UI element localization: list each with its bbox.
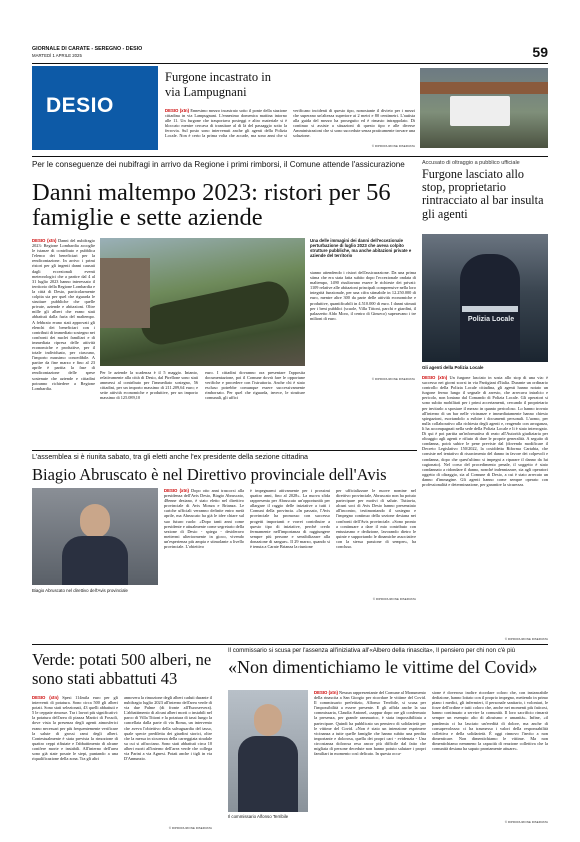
city-brand-label: DESIO: [46, 94, 114, 117]
story-avis-kicker: L'assemblea si è riunita sabato, tra gli eletti anche l'ex presidente della sezione cittadina: [32, 453, 308, 461]
story-danni-col2-text: Per le aziende la scadenza è il 5 maggio. Intanto, relativamente alla città di Desio, dal Pirellone sono stati ammessi al contributo per l'immediato sostegno, 56 cittadini, per un importo massimo di 211.209,64 euro; e sette attività economiche e produttive, per un importo massimo di 125.089,10: [100, 370, 198, 401]
story-avis-col3-text: per ufficializzare le nuove nomine nel direttivo provinciale, Abruscato non ha potuto partecipare per motivi di salute. Tuttavia, alcuni soci di Avis Desio hanno presenziato all'incontro, testimoniando il sostegno e l'impegno continuo della sezione desiana nei confronti dell'Avis provinciale. «Sono pronto a continuare a dare il mio contributo con entusiasmo e dedizione, lavorando dietro le quinte e supportando le dinamiche associative con la stessa passione di sempre», ha concluso.: [336, 488, 416, 550]
story-danni-photo: [100, 238, 305, 366]
dateline: DESIO (xtn): [164, 488, 189, 493]
story-covid-headline: «Non dimentichiamo le vittime del Covid»: [228, 657, 538, 677]
story-furgone-headline: Furgone incastrato in via Lampugnani: [165, 70, 271, 99]
story-verde-headline: Verde: potati 500 alberi, ne sono stati abbattuti 43: [32, 650, 212, 688]
story-covid-photo: [228, 690, 308, 812]
story-covid-photo-caption: Il commissario Alfonso Terribile: [228, 814, 289, 819]
story-avis-photo: [32, 488, 158, 585]
vest-label: Polizia Locale: [467, 316, 515, 323]
person-head-shape: [80, 504, 110, 538]
dateline: DESIO (xtn): [314, 690, 338, 695]
story-danni-col1: [32, 238, 95, 448]
story-verde-col1-text: DESIO (xtn) Spesi 114mila euro per gli interventi di potatura. Sono circa 500 gli alberi potati. Sono stati selezionati, 43 quelli abbattuti e 5 le ceppaie rimosse. Tra i lavori più significativi: la potatura dell'area di piazza Martiri di Fossoli, dove vista la presenza degli agenti atmosferici erano necessari per più frequentemente verificare la salute di grossi rami degli alberi. Contestualmente è stata prevista la rimozione di quattro ceppi rifiutate e l'abbattimento di alcune conifere morte e instabili. All'interno dell'area sono già state posate le siepi, puntando a una riqualificazione della zona. Tra gli altri: [32, 695, 118, 762]
story-danni-copyright: © RIPRODUZIONE RISERVATA: [371, 377, 415, 381]
story-danni-col2: [100, 370, 198, 418]
story-avis-copyright: © RIPRODUZIONE RISERVATA: [372, 597, 416, 601]
masthead-title: GIORNALE DI CARATE - SEREGNO - DESIO: [32, 46, 143, 52]
divider-3: [32, 644, 548, 645]
story-danni-col3-text: euro. I cittadini dovranno ora presentare l'apposita documentazione, poi il Comune dovrà fare le opportune verifiche e procedere con l'istruttoria. Anche chi è stato escluso potrebbe comunque essere successivamente rimborsato. Per quel che riguarda, invece, le strutture comunali, gli uffici: [205, 370, 305, 401]
story-avis-col1: [164, 488, 244, 596]
story-danni-col1-text: DESIO (xtn) Danni del nubifragio 2023: Regione Lombardia accoglie le istanze di contributo e pubblica l'elenco dei beneficiari per la rendicontazione. In arrivo i primi ristori per gli ingenti danni causati dagli eccezionali eventi meteorologici che a partire dal 4 al 31 luglio 2023 hanno interessato il territorio della Regione Lombardia e la città di Desio, particolarmente colpita sia per quel che riguarda le strutture pubbliche che quelle private, aziende e abitazioni. Oltre mille gli alberi che erano stati abbattuti dalla furia del maltempo. A febbraio erano stati approvati gli elenchi dei beneficiari con i contributi di immediato sostegno nei confronti dei nuclei familiari e di immediata ripresa delle attività economiche e produttive, per il totale individuato, per ciascuno, l'importo massimo concedibile. A partire da fine marzo e fino al 23 aprile è partita la fase di rendicontazione delle spese sostenute che aziende e cittadini potranno richiedere a Regione Lombardia.: [32, 238, 95, 391]
story-vigili-headline: Furgone lasciato allo stop, proprietario rintracciato al bar insulta gli agenti: [422, 167, 544, 221]
city-brand: [32, 66, 158, 150]
story-verde-col2: [124, 695, 212, 825]
masthead-date: MARTEDÌ 1 APRILE 2025: [32, 53, 82, 58]
story-covid-kicker: Il commissario si scusa per l'assenza all'iniziativa all'«Albero della rinascita», Il pensiero per chi non c'è più: [228, 647, 516, 654]
story-furgone-text: [165, 108, 415, 148]
commissioner-body-shape: [238, 736, 298, 812]
story-covid-col2: [432, 690, 548, 818]
commissioner-head-shape: [254, 704, 282, 736]
story-avis-col2: [250, 488, 330, 596]
dateline: DESIO (xtn): [32, 238, 57, 243]
story-covid-col2-text: sione è doveroso inoltre ricordare coloro che, con instancabile dedizione, hanno lottato con il proprio impegno, mettendo in primo piano i medici, gli infermieri, il personale sanitario, i volontari, le forze dell'ordine e tutti coloro che, anche nei momenti più faticosi, hanno continuato a servire la comunità. Il loro sacrificio rimarrà sempre un esempio alto di altruismo e umanità». Infine, «il pandemia ci ha lasciato un'eredità di dolore, ma anche di consapevolezza: ci ha trasmesso i valori della responsabilità collettiva e della solidarietà. È oggi rinnovo l'invito a non dimenticare. Non dimentichiamo le vittime. Ma non dimentichiamo nemmeno la capacità di reazione collettiva che la comunità desiana ha saputo prontamente attuare».: [432, 690, 548, 752]
story-avis-photo-caption: Biagio Abruscato nel direttivo dell'Avis provinciale: [32, 588, 128, 593]
story-verde-copyright: © RIPRODUZIONE RISERVATA: [168, 826, 212, 830]
story-verde-col2-text: annovera la rimozione degli alberi caduti durante il nubifragio luglio 2023 all'interno dell'area verde di via due Palme (di fronte all'Euroservera). L'abbattimento di alcuni alberi morti o instabili nel parco di Villa Tittoni e la potatura di tassi lungo la cancellata dalla parte di via Roma, un intervento che aveva l'obiettivo della salvaguardia del tasso, quale specie prediletta dei giardini storici, oltre che la messa in sicurezza della carreggiata stradale su cui si affacciano. Sono stati abbattuti circa 10 alberi morti all'interno dell'area verde che collega via Parini a via Agnesi. Potati anche i tigli in via D'Annunzio.: [124, 695, 212, 762]
dateline: DESIO (xtn): [165, 108, 190, 113]
story-avis-headline: Biagio Abruscato è nel Direttivo provinciale dell'Avis: [32, 465, 387, 484]
story-danni-col3: [205, 370, 305, 418]
story-vigili-photo-caption: Gli agenti della Polizia Locale: [422, 365, 484, 370]
divider-1: [32, 156, 548, 157]
vest-stripe: [462, 306, 518, 312]
story-vigili-photo: [422, 234, 548, 362]
story-danni-col4-text: stanno attendendo i ristori dell'assicurazione. Da una prima stima che era stata fatta subito dopo l'eccezionale ondata di maltempo, 1490 risultavano essere le richieste dei privati: 1109 relative alle abitazioni principali comprensive nella loro integrità funzionale, per una cifra stimabile in 12.250.000 di euro, mentre altre 300 da parte delle attività economiche e produttive, quantificabili in 4.510.000 di euro. I danni stimati per i beni pubblici (scuole, Villa Tittoni, parchi e giardini, il palazzetto Aldo Moro, il centro di Ginseco) superavano i tre milioni di euro.: [310, 270, 416, 321]
story-vigili-body: DESIO (xtn) Un furgone lasciato in sosta allo stop di una via: è successo nei giorni scorsi in via Partigiani d'Italia. Durante un ordinario controllo della Polizia Locale cittadina, gli agenti hanno notato un furgone fermo lungo il segnale di arresto, che arrecava intralcio e pericolo, non lontano dal Comando di Polizia Locale. Gli operatori si sono subito mobilitati per i primi accertamenti, cercando il proprietario per invitarlo a spostare il mezzo in quanto pericoloso. Lo hanno trovato all'interno di un bar nelle vicinanze e immediatamente hanno chiesto spiegazioni, esortandolo a esibire i documenti personali. L'uomo, per nulla collaborativo alla richiesta degli agenti e, reagendo con arroganza, li ha accompagnati nella sede della Polizia Locale e li è stato interrogato. Di qui è poi partita un'informativa di reato all'Autorità giudiziaria per oltraggio agli agenti e rifiuto di dare le proprie generalità. A seguito di condanna, potrà subire le pene previste dal (dovendo modificare il Decreto Legislativo 150/2022, la cosiddetta Riforma Cartabia, che consiste nel tentativo di risarcimento del danno in favore dei colpevoli e condanna, dopo che quest'ultimo si impegni a riparare il danno da lui cagionato). Nel corso del procedimento penale, il soggetto è stato condannato a ridondare il danno, nonché indennizzare, sia agli operatori oggetto di oltraggio, sia al Comune di Desio, a cui è stato arrecato un danno d'immagine. Gli agenti hanno come sempre operato con professionalità e determinazione, per garantire la sicurezza.: [422, 375, 548, 487]
story-covid-col1: [314, 690, 426, 828]
story-furgone-copyright: © RIPRODUZIONE RISERVATA: [371, 144, 415, 148]
story-verde-col1: [32, 695, 118, 825]
page-number: 59: [532, 44, 548, 60]
masthead: [32, 44, 548, 64]
story-furgone-body: DESIO (xtn) Ennesimo mezzo incastrato sotto il ponte della stazione cittadina in via Lampugnani. L'ennesimo domenica mattina intorno alle 11. Un furgone che trasportava posteggi e altro materiale si è bloccato mentre cercava di transitare al di là del passaggio sotto la ferrovia. Sul posto sono intervenuti anche gli agenti della Polizia Locale. Non è certo la prima volta che accade, ma sono anni che si verificano incidenti di questo tipo, nonostante il divieto per i mezzi che superano un'altezza superiore ai 2 metri e 80 centimetri. L'autista alla guida del mezzo ha proseguito ed è rimasto intrappolato. Di continuo si assiste a situazioni di questo tipo e alle diverse Amministrazioni che si sono succedute senza praticamente trovare una soluzione.: [165, 108, 415, 139]
truck-shape: [450, 96, 510, 126]
bridge-shape: [420, 82, 548, 94]
person-body-shape: [62, 536, 128, 585]
fallen-tree-shape: [137, 278, 292, 348]
story-vigili-text: [422, 375, 548, 637]
story-avis-col1-text: DESIO (xtn) Dopo otto anni trascorsi alla presidenza dell'Avis Desio, Biagio Abruscato, 48enne desiano, è stato eletto nel direttivo provinciale di Avis Monza e Brianza. Le cariche ufficiali verranno definite entro metà aprile, ma Abruscato ha già le idee chiare sul suo futuro ruolo: «Dopo tanti anni come presidente e attualmente come segretario della sezione di Desio - spiega - desideravo mettermi ulteriormente in gioco, vivendo un'esperienza più ampia e stimolante a livello provinciale. L'obiettivo: [164, 488, 244, 550]
masthead-rule: [32, 63, 548, 64]
story-danni-kicker: Per le conseguenze dei nubifragi in arrivo da Regione i primi rimborsi, il Comune attende l'assicurazione: [32, 160, 405, 169]
story-avis-col2-text: è impegnarmi attivamente per i prossimi quattro anni, fino al 2028». La nuova sfida rappresenta per Abruscato un'opportunità per allargare il raggio delle iniziative a tutti i Comuni della provincia. «In passato, l'Avis provinciale ha promosso con successo progetti importanti e vorrei contribuire a questo tipo di iniziative, perché credo fermamente nell'importanza di raggiungere sempre più persone e sensibilizzare alla donazione di sangue». Il 29 marzo, quando si è tenuta a Carate Brianza la riunione: [250, 488, 330, 550]
story-vigili-copyright: © RIPRODUZIONE RISERVATA: [504, 637, 548, 641]
story-vigili-kicker: Accusato di oltraggio a pubblico ufficiale: [422, 160, 520, 166]
story-covid-col1-text: DESIO (xtn) Nessun rappresentante del Comune al Monumento della rinascita a San Giorgio per ricordare le vittime del Covid. Il commissario prefettizio, Alfonso Terribile, si scusa per l'impossibilità a essere presente. E gli affida anche la sua commissaria, Claudia Antonel, «sappur dopo ore gli confermato la presenza, per grande rammarico, è stata impossibilitata a partecipare. Quindi ha pubblicato un pensiero di solidarietà per le vittime del Covid. «Non è stato un intenzione esprimere vicinanza a tutte quelle famiglie che hanno subito una perdita importante e dolorosa, quella dei propri cari - evidenzia - Una circostanza dolorosa resa ancor più difficile dal fatto che migliaia di persone decedute non hanno potuto salutare i propri familiari in momento così delicato. In questa occa-: [314, 690, 426, 757]
story-danni-col4: [310, 270, 416, 375]
story-vigili-box: [422, 160, 548, 232]
story-furgone-photo: [420, 68, 548, 148]
story-avis-col3: [336, 488, 416, 596]
building-shape: [100, 258, 150, 328]
story-covid-copyright: © RIPRODUZIONE RISERVATA: [504, 820, 548, 824]
story-danni-photo-caption: Una delle immagini dei danni dell'eccezionale perturbazione di luglio 2023 che aveva colpito strutture pubbliche, ma anche abitazioni private e aziende del territorio: [310, 238, 412, 258]
dateline: DESIO (xtn): [32, 695, 59, 700]
story-danni-headline: Danni maltempo 2023: ristori per 56 famiglie e sette aziende: [32, 179, 391, 231]
divider-2: [32, 450, 417, 451]
dateline: DESIO (xtn): [422, 375, 448, 380]
